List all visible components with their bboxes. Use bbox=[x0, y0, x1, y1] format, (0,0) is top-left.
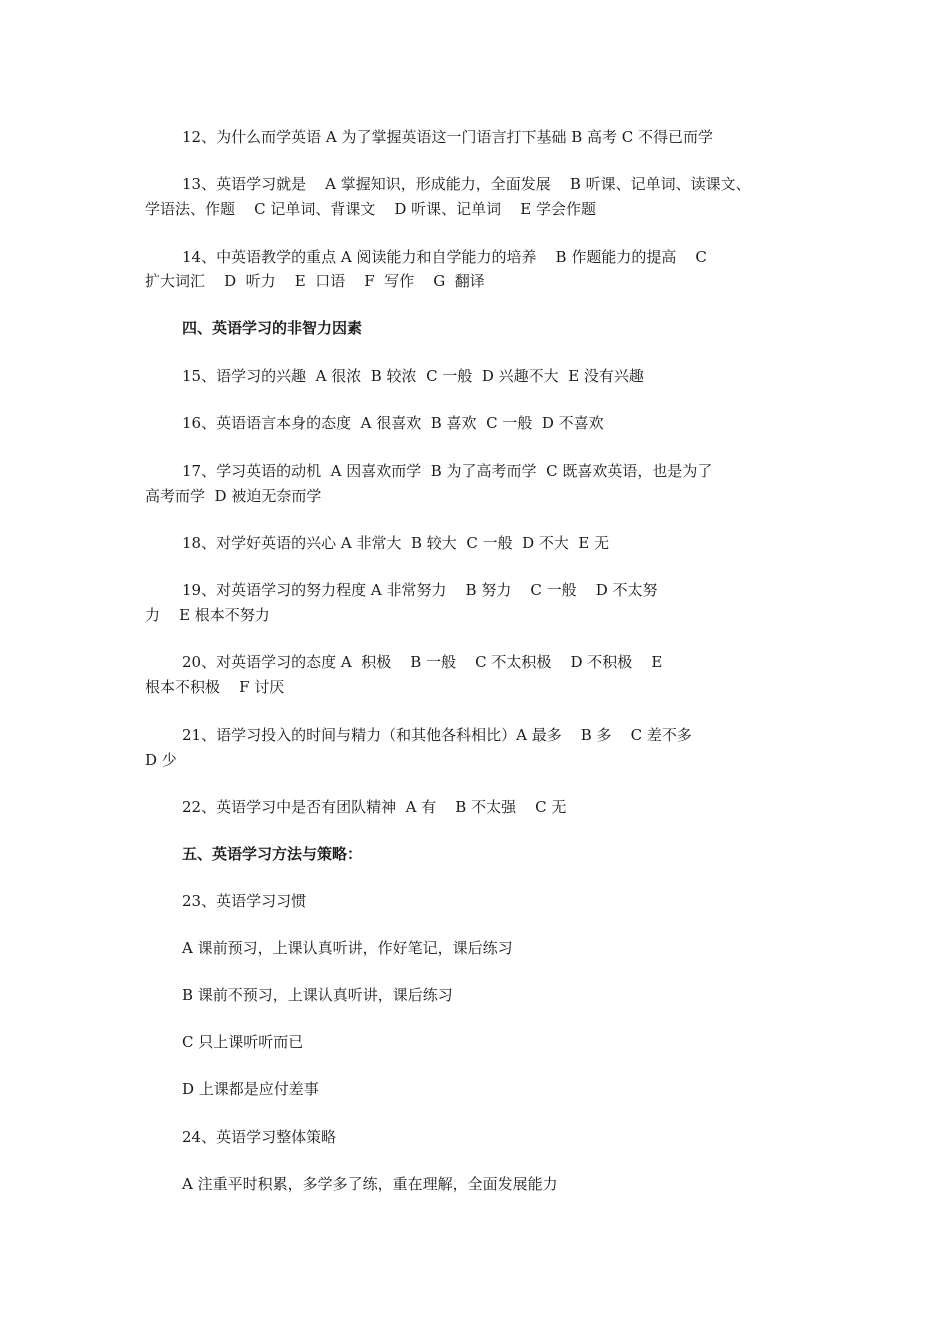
q19-line-2: 力 E 根本不努力 bbox=[145, 606, 270, 624]
q24-line: 24、英语学习整体策略 bbox=[182, 1128, 337, 1146]
q23-line: 23、英语学习习惯 bbox=[182, 892, 307, 910]
q14-line-1: 14、中英语教学的重点 A 阅读能力和自学能力的培养 B 作题能力的提高 C bbox=[182, 248, 707, 266]
q23-option-b: B 课前不预习，上课认真听讲，课后练习 bbox=[182, 986, 453, 1004]
q17-line-2: 高考而学 D 被迫无奈而学 bbox=[145, 487, 322, 505]
q17-line-1: 17、学习英语的动机 A 因喜欢而学 B 为了高考而学 C 既喜欢英语，也是为了 bbox=[182, 462, 713, 480]
q13-line-2: 学语法、作题 C 记单词、背课文 D 听课、记单词 E 学会作题 bbox=[145, 200, 596, 218]
q12-line: 12、为什么而学英语 A 为了掌握英语这一门语言打下基础 B 高考 C 不得已而学 bbox=[182, 128, 714, 146]
q18-line: 18、对学好英语的兴心 A 非常大 B 较大 C 一般 D 不大 E 无 bbox=[182, 534, 610, 552]
q20-line-1: 20、对英语学习的态度 A 积极 B 一般 C 不太积极 D 不积极 E bbox=[182, 653, 663, 671]
section-5-heading: 五、英语学习方法与策略： bbox=[182, 845, 363, 863]
q19-line-1: 19、对英语学习的努力程度 A 非常努力 B 努力 C 一般 D 不太努 bbox=[182, 581, 658, 599]
q23-option-d: D 上课都是应付差事 bbox=[182, 1080, 319, 1098]
q15-line: 15、语学习的兴趣 A 很浓 B 较浓 C 一般 D 兴趣不大 E 没有兴趣 bbox=[182, 367, 644, 385]
q16-line: 16、英语语言本身的态度 A 很喜欢 B 喜欢 C 一般 D 不喜欢 bbox=[182, 414, 604, 432]
q23-option-a: A 课前预习，上课认真听讲，作好笔记，课后练习 bbox=[182, 939, 513, 957]
q20-line-2: 根本不积极 F 讨厌 bbox=[145, 678, 285, 696]
q22-line: 22、英语学习中是否有团队精神 A 有 B 不太强 C 无 bbox=[182, 798, 567, 816]
q24-option-a: A 注重平时积累，多学多了练，重在理解，全面发展能力 bbox=[182, 1175, 558, 1193]
q23-option-c: C 只上课听听而已 bbox=[182, 1033, 304, 1051]
section-4-heading: 四、英语学习的非智力因素 bbox=[182, 319, 363, 337]
q21-line-2: D 少 bbox=[145, 751, 177, 769]
q14-line-2: 扩大词汇 D 听力 E 口语 F 写作 G 翻译 bbox=[145, 272, 485, 290]
q21-line-1: 21、语学习投入的时间与精力（和其他各科相比）A 最多 B 多 C 差不多 bbox=[182, 726, 692, 744]
q13-line-1: 13、英语学习就是 A 掌握知识，形成能力，全面发展 B 听课、记单词、读课文、 bbox=[182, 175, 751, 193]
